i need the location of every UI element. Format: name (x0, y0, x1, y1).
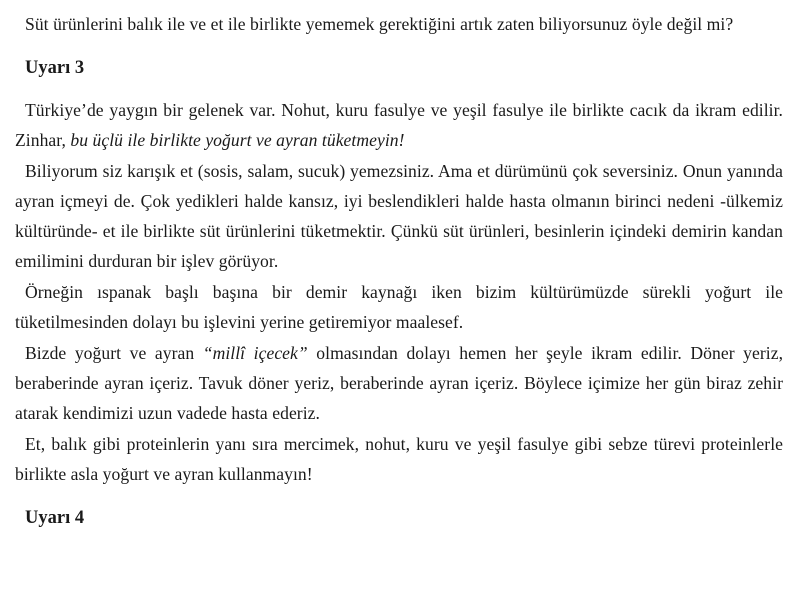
paragraph-national-drink-end: olmasından dolayı hemen her şeyle ikram edilir. Döner yeriz, beraberinde ayran içeriz. Tavuk döner yeriz, beraberinde ayran içeriz. Böylece içimize her gün biraz zehir atarak kendimizi uzun vadede hasta ederiz. (15, 343, 784, 423)
paragraph-tradition (15, 95, 783, 155)
paragraph-national-drink (15, 338, 783, 428)
paragraph-spinach: Örneğin ıspanak başlı başına bir demir kaynağı iken bizim kültürümüzde sürekli yoğurt ile tüketilmesinden dolayı bu işlevini yerine getiremiyor maalesef. (15, 282, 783, 332)
document-page (15, 9, 783, 533)
paragraph-tradition-emphasis: bu üçlü ile birlikte yoğurt ve ayran tüketmeyin! (70, 130, 405, 150)
section-heading-uyari-3: Uyarı 3 (25, 58, 85, 78)
paragraph-national-drink-emphasis: “millî içecek” (202, 343, 308, 363)
paragraph-meat-dairy: Biliyorum siz karışık et (sosis, salam, sucuk) yemezsiniz. Ama et dürümünü çok seversiniz. Onun yanında ayran içmeyi de. Çok yedikleri halde kansız, iyi beslendikleri halde hasta olmanın birinci nedeni -ülkemiz kültüründe- et ile birlikte süt ürünlerini tüketmektir. Çünkü süt ürünleri, besinlerin içindeki demirin kandan emilimini durduran bir işlev görüyor. (15, 161, 783, 271)
section-heading-uyari-4: Uyarı 4 (25, 508, 85, 528)
paragraph-national-drink-start: Bizde yoğurt ve ayran (25, 343, 203, 363)
paragraph-proteins: Et, balık gibi proteinlerin yanı sıra mercimek, nohut, kuru ve yeşil fasulye gibi sebze türevi proteinlerle birlikte asla yoğurt ve ayran kullanmayın! (15, 434, 783, 484)
paragraph-tradition-text: Türkiye’de yaygın bir gelenek var. Nohut, kuru fasulye ve yeşil fasulye ile birlikte cacık da ikram edilir. Zinhar, (15, 100, 783, 150)
intro-paragraph: Süt ürünlerini balık ile ve et ile birlikte yememek gerektiğini artık zaten biliyorsunuz öyle değil mi? (25, 14, 734, 34)
